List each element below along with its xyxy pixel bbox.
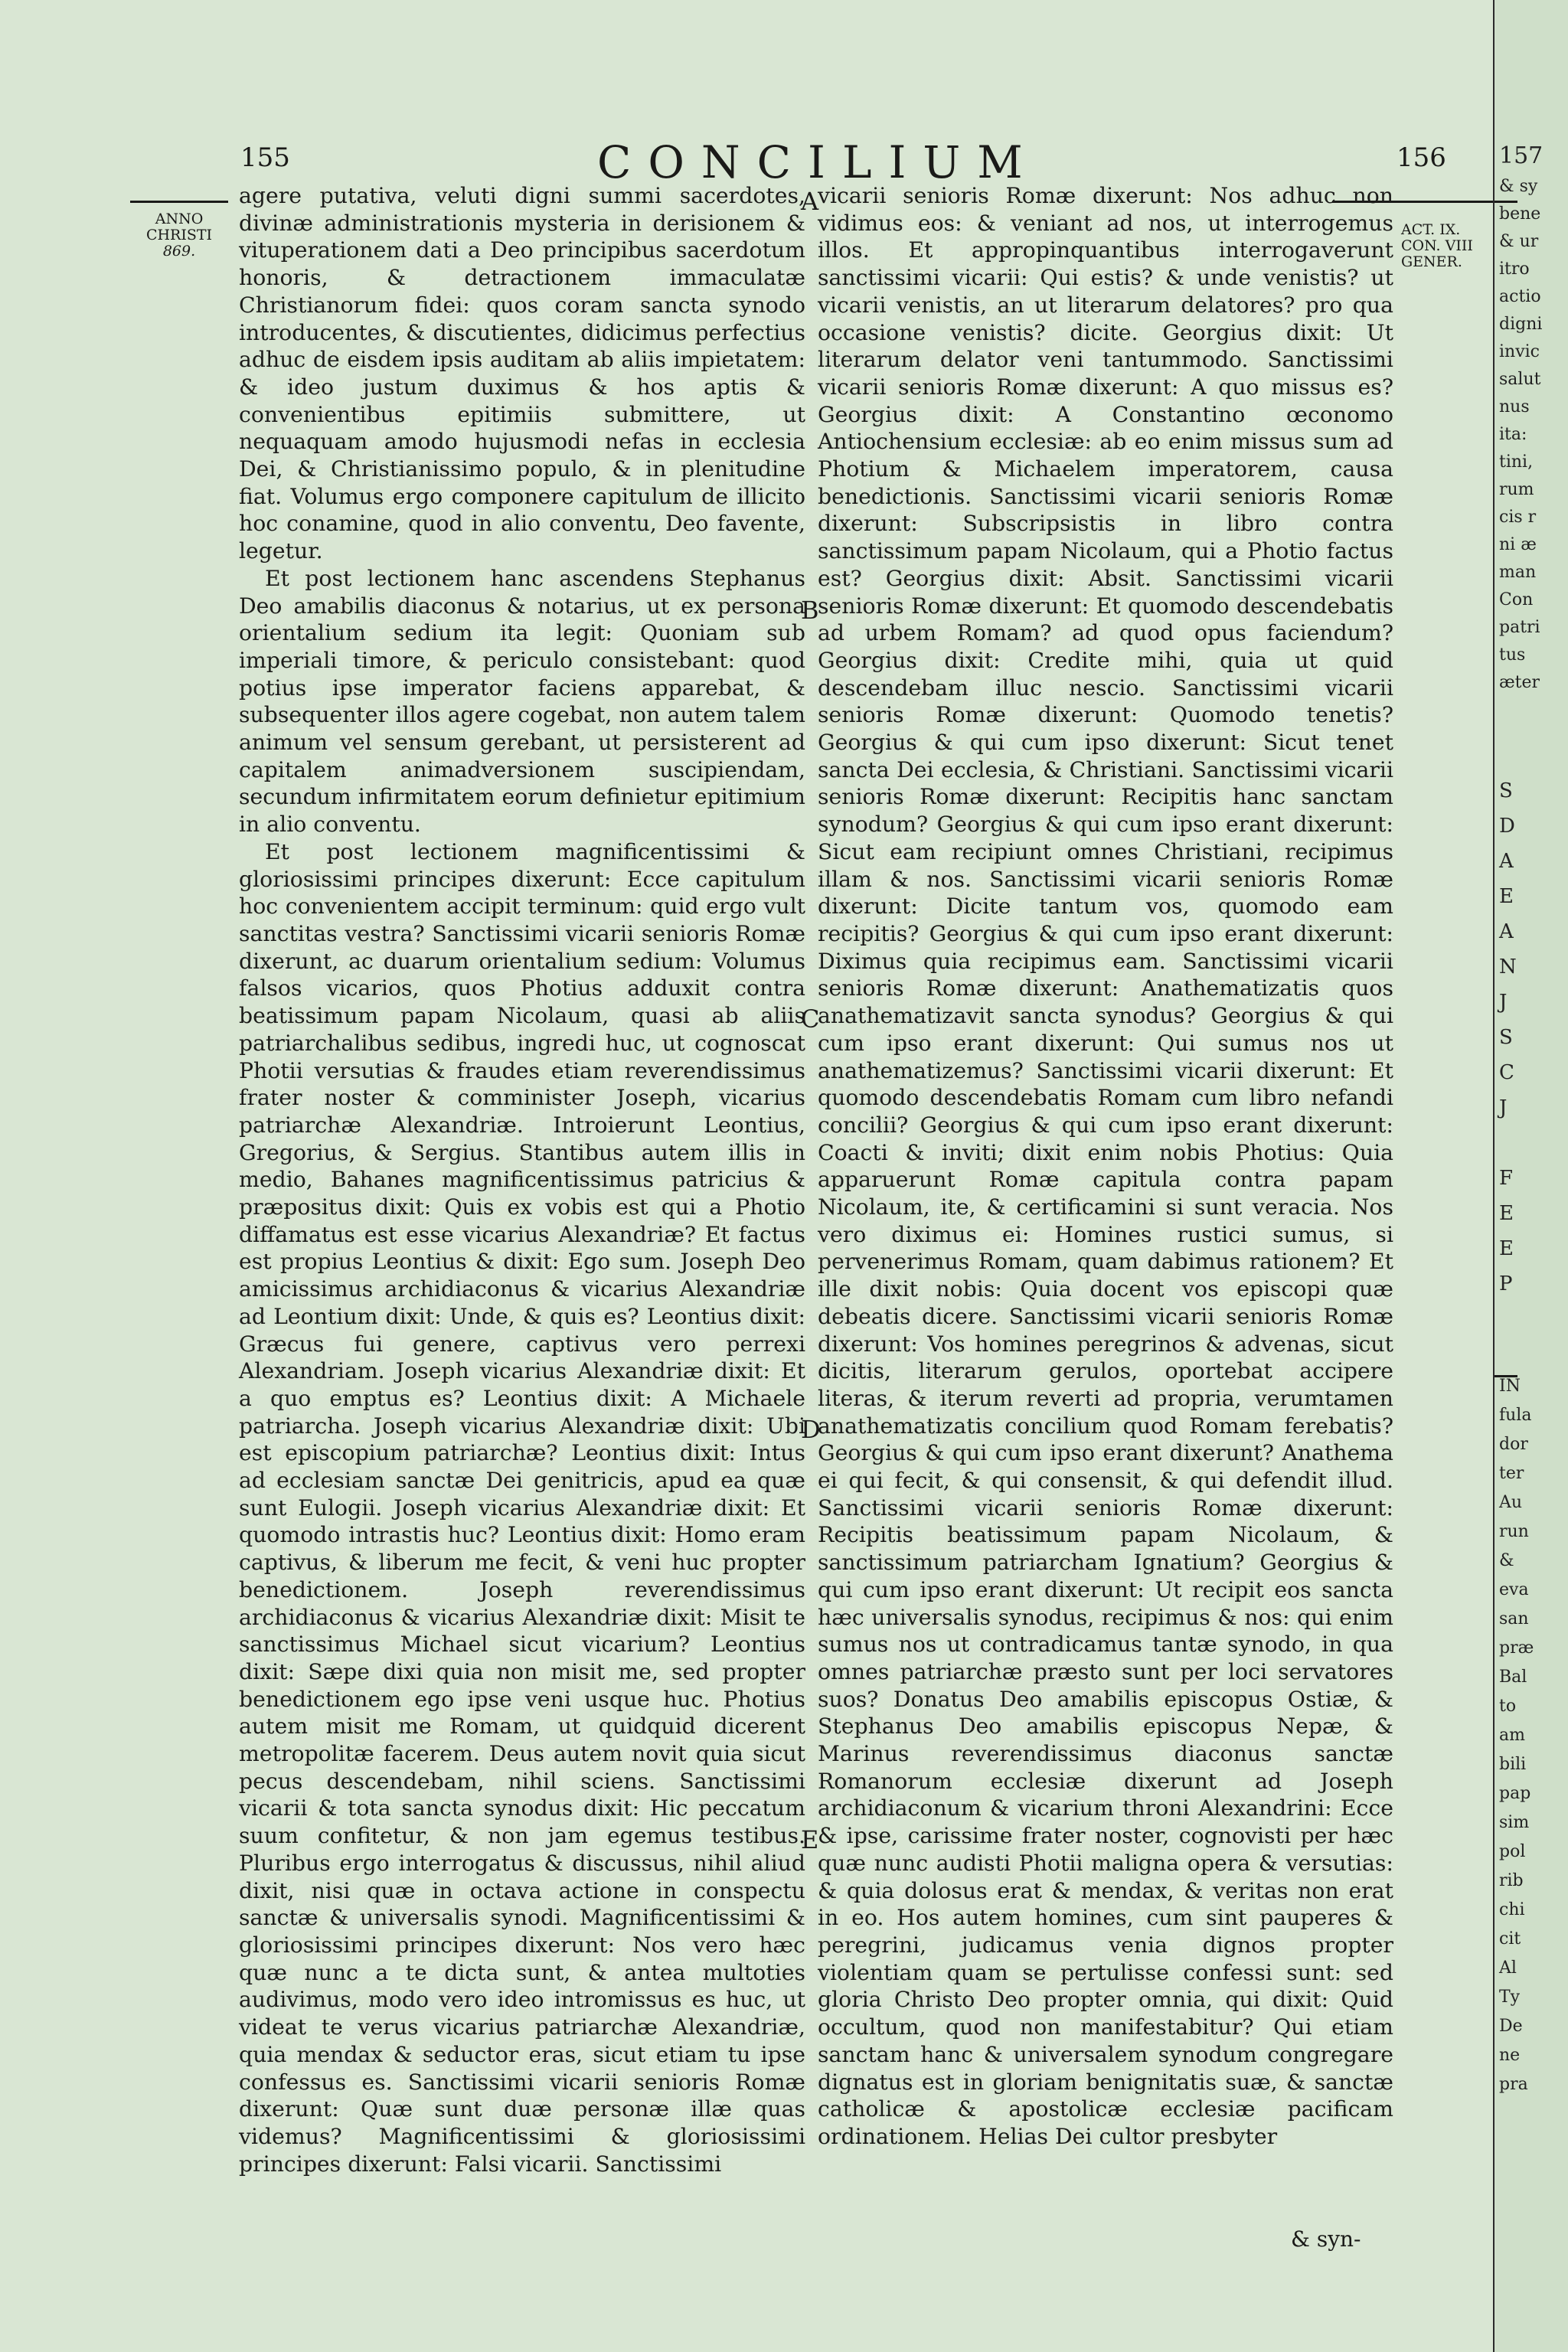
margin-note-year [142, 211, 216, 260]
section-letter: D [801, 1415, 821, 1444]
section-letter: A [801, 187, 819, 216]
next-page-edge [1493, 0, 1568, 2352]
page-number-right: 156 [1396, 142, 1446, 173]
edge-text-fragments: & sy bene & ur itro actio digni invic salut nus ita: tini, rum cis r ni æ man Con patri tus æter [1499, 177, 1543, 692]
section-letter: E [801, 1825, 819, 1854]
page-number-next: 157 [1499, 142, 1544, 169]
text-column-left [239, 182, 805, 2177]
edge-text-fragments: S D A E A N J S C J F E E P [1499, 779, 1517, 1295]
margin-note-line: ANNO [155, 211, 204, 227]
page-number-left: 155 [240, 142, 290, 173]
catchword: & syn- [1291, 2226, 1361, 2252]
margin-note-act [1401, 222, 1491, 270]
section-letter: B [801, 596, 819, 625]
margin-note-line: GENER. [1401, 253, 1462, 270]
margin-note-line: ACT. IX. [1401, 221, 1461, 238]
running-title: CONCILIUM [597, 136, 1040, 188]
margin-note-line: CHRISTI [145, 227, 213, 243]
edge-text-fragments: IN fula dor ter Au run & eva san præ Bal to am bili pap sim pol rib chi cit Al Ty De ne pra [1499, 1377, 1534, 2094]
margin-note-line: CON. VIII [1401, 237, 1473, 254]
paragraph: Et post lectionem hanc ascendens Stephanus Deo amabilis diaconus & notarius, ut ex persona orientalium sedium ita legit: Quoniam sub imperiali timore, & periculo consistebant: quod potius ipse imperator faciens apparebat, & subsequenter illos agere cogebat, non autem talem animum vel sensum gerebant, ut persisterent ad capitalem animadversionem suscipiendam, secundum infirmitatem eorum definietur epitimium in alio conventu. [239, 565, 805, 838]
paragraph: agere putativa, veluti digni summi sacerdotes, divinæ administrationis mysteria in derisionem & vituperationem dati a Deo principibus sacerdotum honoris, & detractionem immaculatæ Christianorum fidei: quos coram sancta synodo introducentes, & discutientes, didicimus perfectius adhuc de eisdem ipsis auditam ab aliis impietatem: & ideo justum duximus & hos aptis & convenientibus epitimiis submittere, ut nequaquam amodo hujusmodi nefas in ecclesia Dei, & Christianissimo populo, & in plenitudine fiat. Volumus ergo componere capitulum de illicito hoc conamine, quod in alio conventu, Deo favente, legetur. [239, 183, 805, 564]
paragraph: vicarii senioris Romæ dixerunt: Nos adhuc non vidimus eos: & veniant ad nos, ut interrogemus illos. Et appropinquantibus interrogaverunt sanctissimi vicarii: Qui estis? & unde venistis? ut vicarii venistis, an ut literarum delatores? pro qua occasione venistis? dicite. Georgius dixit: Ut literarum delator veni tantummodo. Sanctissimi vicarii senioris Romæ dixerunt: A quo missus es? Georgius dixit: A Constantino œconomo Antiochensium ecclesiæ: ab eo enim missus sum ad Photium & Michaelem imperatorem, causa benedictionis. Sanctissimi vicarii senioris Romæ dixerunt: Subscripsistis in libro contra sanctissimum papam Nicolaum, qui a Photio factus est? Georgius dixit: Absit. Sanctissimi vicarii senioris Romæ dixerunt: Et quomodo descendebatis ad urbem Romam? ad quod opus faciendum? Georgius dixit: Credite mihi, quia ut quid descendebam illuc nescio. Sanctissimi vicarii senioris Romæ dixerunt: Quomodo tenetis? Georgius & qui cum ipso dixerunt: Sicut tenet sancta Dei ecclesia, & Christiani. Sanctissimi vicarii senioris Romæ dixerunt: Recipitis hanc sanctam synodum? Georgius & qui cum ipso erant dixerunt: Sicut eam recipiunt omnes Christiani, recipimus illam & nos. Sanctissimi vicarii senioris Romæ dixerunt: Dicite tantum vos, quomodo eam recipitis? Georgius & qui cum ipso erant dixerunt: Diximus quia recipimus eam. Sanctissimi vicarii senioris Romæ dixerunt: Anathematizatis quos anathematizavit sancta synodus? Georgius & qui cum ipso erant dixerunt: Qui sumus nos ut anathematizemus? Sanctissimi vicarii dixerunt: Et quomodo descendebatis Romam cum libro nefandi concilii? Georgius & qui cum ipso erant dixerunt: Coacti & inviti; dixit enim nobis Photius: Quia apparuerunt Romæ capitula contra papam Nicolaum, ite, & certificamini si sunt veracia. Nos vero diximus ei: Homines rustici sumus, si pervenerimus Romam, quam dabimus rationem? Et ille dixit nobis: Quia docent vos episcopi quæ debeatis dicere. Sanctissimi vicarii senioris Romæ dixerunt: Vos homines peregrinos & advenas, sicut dicitis, literarum gerulos, oportebat accipere literas, & iterum reverti ad propria, verumtamen anathematizatis concilium quod Romam ferebatis? Georgius & qui cum ipso erant dixerunt? Anathema ei qui fecit, & qui consensit, & qui defendit illud. Sanctissimi vicarii senioris Romæ dixerunt: Recipitis beatissimum papam Nicolaum, & sanctissimum patriarcham Ignatium? Georgius & qui cum ipso erant dixerunt: Ut recipit eos sancta hæc universalis synodus, recipimus & nos: qui enim sumus nos ut contradicamus tantæ synodo, in qua omnes patriarchæ præsto sunt per loci servatores suos? Donatus Deo amabilis episcopus Ostiæ, & Stephanus Deo amabilis episcopus Nepæ, & Marinus reverendissimus diaconus sanctæ Romanorum ecclesiæ dixerunt ad Joseph archidiaconum & vicarium throni Alexandrini: Ecce & ipse, carissime frater noster, cognovisti per hæc quæ nunc audisti Photii maligna opera & versutias: & quia dolosus erat & mendax, & veritas non erat in eo. Hos autem homines, cum sint pauperes & peregrini, judicamus venia dignos propter violentiam quam se pertulisse confessi sunt: sed gloria Christo Deo propter omnia, qui dixit: Quid occultum, quod non manifestabitur? Qui etiam sanctam hanc & universalem synodum congregare dignatus est in gloriam benignitatis suæ, & sanctæ catholicæ & apostolicæ ecclesiæ pacificam ordinationem. Helias Dei cultor presbyter [818, 183, 1393, 2149]
margin-note-line: 869. [162, 243, 196, 260]
paragraph: Et post lectionem magnificentissimi & gloriosissimi principes dixerunt: Ecce capitulum hoc convenientem accipit terminum: quid ergo vult sanctitas vestra? Sanctissimi vicarii senioris Romæ dixerunt, ac duarum orientalium sedium: Volumus falsos vicarios, quos Photius adduxit contra beatissimum papam Nicolaum, quasi ab aliis patriarchalibus sedibus, ingredi huc, ut cognoscat Photii versutias & fraudes etiam reverendissimus frater noster & comminister Joseph, vicarius patriarchæ Alexandriæ. Introierunt Leontius, Gregorius, & Sergius. Stantibus autem illis in medio, Bahanes magnificentissimus patricius & præpositus dixit: Quis ex vobis est qui a Photio diffamatus est esse vicarius Alexandriæ? Et factus est propius Leontius & dixit: Ego sum. Joseph Deo amicissimus archidiaconus & vicarius Alexandriæ ad Leontium dixit: Unde, & quis es? Leontius dixit: Græcus fui genere, captivus vero perrexi Alexandriam. Joseph vicarius Alexandriæ dixit: Et a quo emptus es? Leontius dixit: A Michaele patriarcha. Joseph vicarius Alexandriæ dixit: Ubi est episcopium patriarchæ? Leontius dixit: Intus ad ecclesiam sanctæ Dei genitricis, apud ea quæ sunt Eulogii. Joseph vicarius Alexandriæ dixit: Et quomodo intrastis huc? Leontius dixit: Homo eram captivus, & liberum me fecit, & veni huc propter benedictionem. Joseph reverendissimus archidiaconus & vicarius Alexandriæ dixit: Misit te sanctissimus Michael sicut vicarium? Leontius dixit: Sæpe dixi quia non misit me, sed propter benedictionem ego ipse veni usque huc. Photius autem misit me Romam, ut quidquid dicerent metropolitæ facerem. Deus autem novit quia sicut pecus descendebam, nihil sciens. Sanctissimi vicarii & tota sancta synodus dixit: Hic peccatum suum confitetur, & non jam egemus testibus. Pluribus ergo interrogatus & discussus, nihil aliud dixit, nisi quæ in octava actione in conspectu sanctæ & universalis synodi. Magnificentissimi & gloriosissimi principes dixerunt: Nos vero hæc quæ nunc a te dicta sunt, & antea multoties audivimus, modo vero ideo intromissus es huc, ut videat te verus vicarius patriarchæ Alexandriæ, quia mendax & seductor eras, sicut etiam tu ipse confessus es. Sanctissimi vicarii senioris Romæ dixerunt: Quæ sunt duæ personæ illæ quas videmus? Magnificentissimi & gloriosissimi principes dixerunt: Falsi vicarii. Sanctissimi [239, 838, 805, 2177]
margin-rule-left [130, 201, 228, 203]
text-column-right [818, 182, 1393, 2151]
section-letter: C [801, 1004, 820, 1034]
